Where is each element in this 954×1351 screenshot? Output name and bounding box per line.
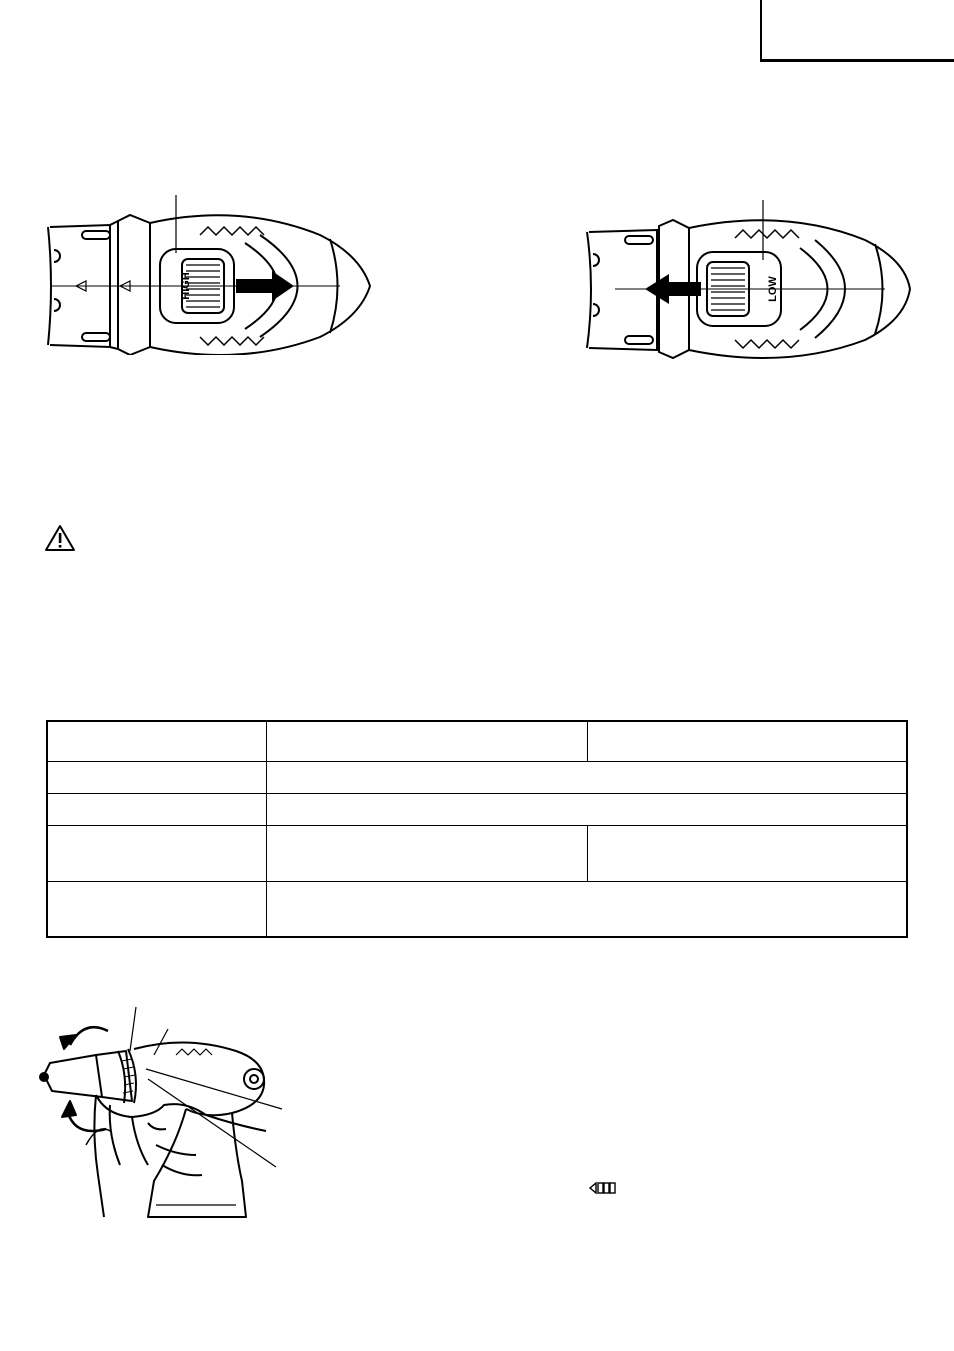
figure-low-speed bbox=[585, 200, 915, 360]
table-row bbox=[47, 825, 907, 881]
figure-clutch-adjust bbox=[36, 1005, 286, 1225]
table-cell bbox=[588, 721, 908, 761]
figure-high-speed bbox=[40, 195, 380, 355]
low-label: LOW bbox=[767, 276, 779, 302]
table-row bbox=[47, 721, 907, 761]
drill-symbol-icon bbox=[589, 1181, 617, 1195]
table-cell bbox=[267, 761, 908, 793]
table-cell bbox=[47, 721, 267, 761]
table-cell bbox=[267, 793, 908, 825]
table-cell bbox=[267, 825, 588, 881]
warning-triangle-icon bbox=[44, 524, 76, 552]
table-cell bbox=[47, 881, 267, 937]
language-tab-box bbox=[760, 0, 954, 62]
table-cell bbox=[267, 721, 588, 761]
table-row bbox=[47, 881, 907, 937]
table-cell bbox=[47, 825, 267, 881]
table-row bbox=[47, 793, 907, 825]
table-cell bbox=[588, 825, 908, 881]
speed-spec-table bbox=[46, 720, 908, 938]
table-cell bbox=[47, 761, 267, 793]
table-cell bbox=[267, 881, 908, 937]
table-row bbox=[47, 761, 907, 793]
high-label: HIGH bbox=[180, 272, 192, 300]
table-cell bbox=[47, 793, 267, 825]
